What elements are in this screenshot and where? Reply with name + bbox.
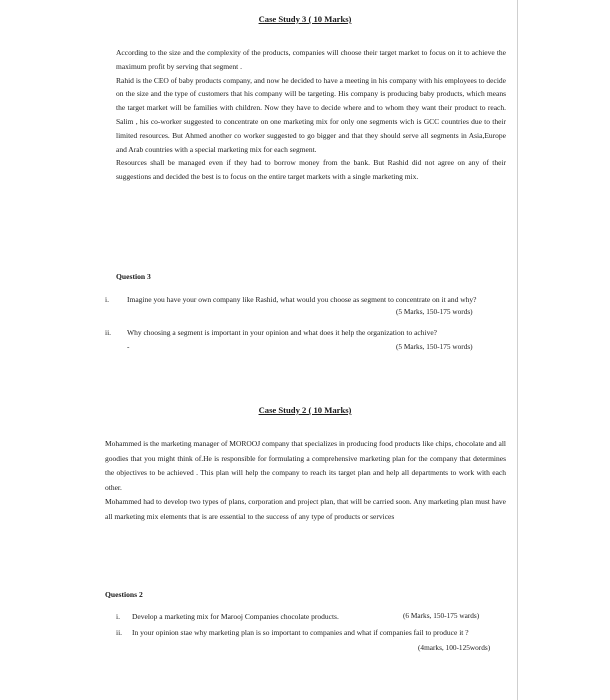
question-2-i-marks: (6 Marks, 150-175 wards) — [403, 611, 480, 620]
question-number: i. — [116, 612, 120, 621]
question-2-item-i — [116, 611, 406, 623]
case-study-3-paragraph-1: According to the size and the complexity of the products, companies will choose their target market to focus on it to achieve the maximum profit by serving that segment . — [116, 48, 506, 71]
case-study-3-paragraph-3: Resources shall be managed even if they had to borrow money from the bank. But Rashid did not agree on any of their suggestions and decided the best is to focus on the entire target markets with a single marketing mix. — [116, 158, 506, 182]
question-number: ii. — [105, 328, 112, 337]
case-study-2-paragraph-1: Mohammed is the marketing manager of MOROOJ company that specializes in producing food products like chips, chocolate and all goodies that you might think of.He is responsible for formulating a comprehensive marketing plan for the company that determines the objectives to be achieved . This plan will help the company to reach its target plan and help all departments to work with each other. — [105, 439, 506, 492]
case-study-2-paragraph-2: Mohammed had to develop two types of plans, corporation and project plan, that will be carried soon. Any marketing plan must have all marketing mix elements that is are essential to the success of any type of products or services — [105, 497, 506, 521]
question-number: i. — [105, 295, 109, 304]
question-3-ii-marks: (5 Marks, 150-175 words) — [396, 342, 473, 351]
case-study-3-body — [116, 46, 506, 184]
question-text: Develop a marketing mix for Marooj Companies chocolate products. — [132, 612, 339, 621]
case-study-3-title: Case Study 3 ( 10 Marks) — [258, 14, 352, 24]
question-3-i-marks: (5 Marks, 150-175 words) — [396, 307, 473, 316]
question-text: In your opinion stae why marketing plan is so important to companies and what if companies fail to produce it ? — [132, 628, 469, 637]
question-2-ii-marks: (4marks, 100-125words) — [418, 643, 491, 652]
page-border-line — [517, 0, 518, 700]
case-study-2-body — [105, 437, 506, 525]
question-text: Imagine you have your own company like Rashid, what would you choose as segment to concentrate on it and why? — [127, 295, 477, 304]
question-text: Why choosing a segment is important in your opinion and what does it help the organization to achive? — [127, 328, 438, 337]
questions-2-heading: Questions 2 — [105, 590, 143, 599]
question-3-heading: Question 3 — [116, 272, 151, 281]
question-3-ii-dash: - — [127, 342, 130, 351]
question-number: ii. — [116, 628, 123, 637]
case-study-3-paragraph-2: Rahid is the CEO of baby products company, and now he decided to have a meeting in his company with his employees to decide on the size and the type of customers that his company will be targeting. His company is producing baby products, which means the target market will be families with children. Now they have to decide where and to whom they want their product to reach. Salim , his co-worker suggested to concentrate on one marketing mix for only one segments wich is GCC countries due to their limited resources. But Ahmed another co worker suggested to go bigger and that they should serve all segments in Asia,Europe and Arab countries with a special marketing mix for each segment. — [116, 75, 506, 154]
case-study-2-title: Case Study 2 ( 10 Marks) — [258, 405, 352, 415]
